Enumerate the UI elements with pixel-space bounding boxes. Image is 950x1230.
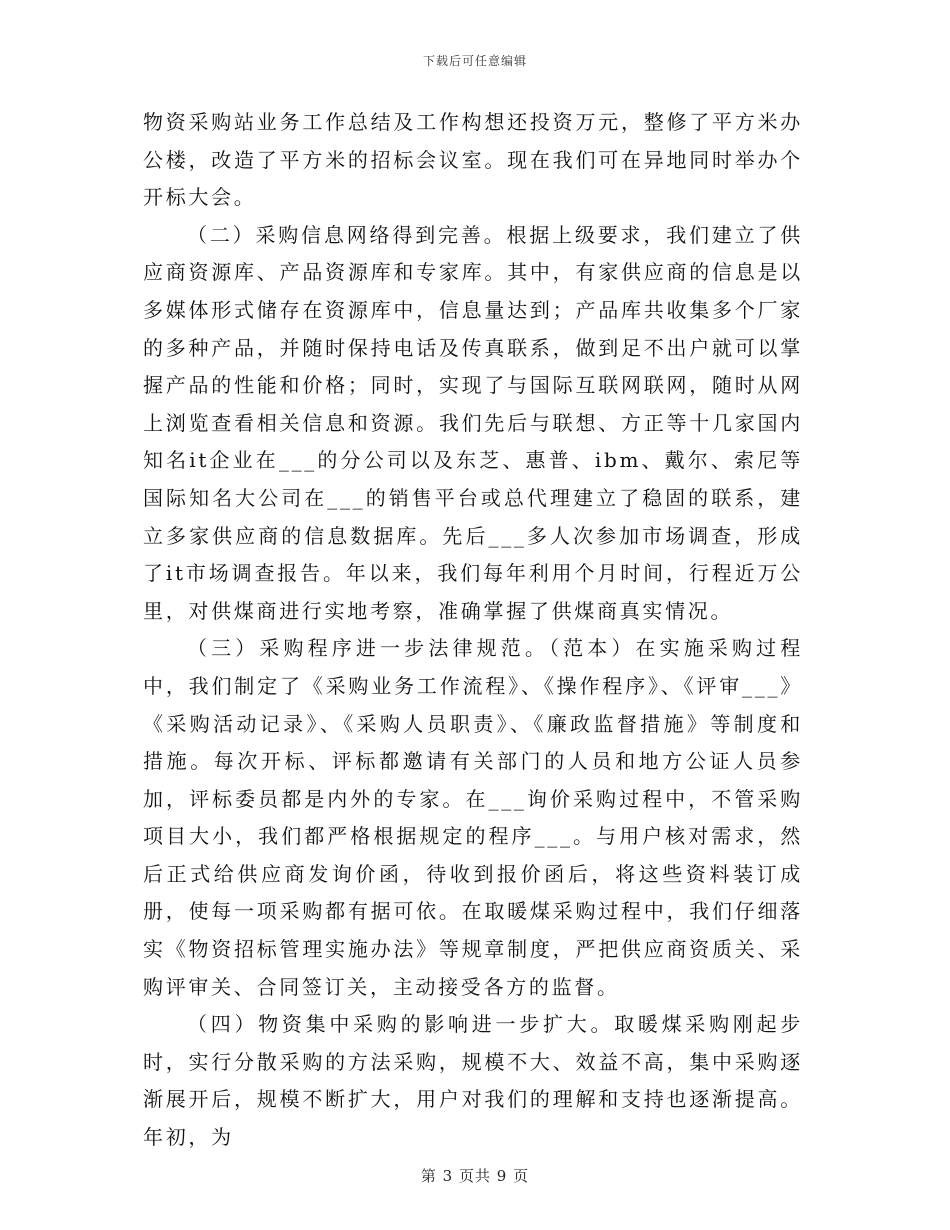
page-header: 下载后可任意编辑 [422, 54, 527, 68]
page-footer: 第 3 页共 9 页 [420, 1167, 530, 1185]
paragraph-section-2: （二）采购信息网络得到完善。根据上级要求，我们建立了供应商资源库、产品资源库和专家库。其中，有家供应商的信息是以多媒体形式储存在资源库中，信息量达到；产品库共收集多个厂家的多种产品，并随时保持电话及传真联系，做到足不出户就可以掌握产品的性能和价格；同时，实现了与国际互联网联网，随时从网上浏览查看相关信息和资源。我们先后与联想、方正等十几家国内知名it企业在___的分公司以及东芝、惠普、ibm、戴尔、索尼等国际知名大公司在___的销售平台或总代理建立了稳固的联系，建立多家供应商的信息数据库。先后___多人次参加市场调查，形成了it市场调查报告。年以来，我们每年利用个月时间，行程近万公里，对供煤商进行实地考察，准确掌握了供煤商真实情况。 [143, 222, 803, 623]
document-body [143, 104, 803, 1157]
paragraph-section-3: （三）采购程序进一步法律规范。（范本）在实施采购过程中，我们制定了《采购业务工作流程》、《操作程序》、《评审___》《采购活动记录》、《采购人员职责》、《廉政监督措施》等制度和措施。每次开标、评标都邀请有关部门的人员和地方公证人员参加，评标委员都是内外的专家。在___询价采购过程中，不管采购项目大小，我们都严格根据规定的程序___。与用户核对需求，然后正式给供应商发询价函，待收到报价函后，将这些资料装订成册，使每一项采购都有据可依。在取暖煤采购过程中，我们仔细落实《物资招标管理实施办法》等规章制度，严把供应商资质关、采购评审关、合同签订关，主动接受各方的监督。 [143, 636, 803, 999]
paragraph-section-4: （四）物资集中采购的影响进一步扩大。取暖煤采购刚起步时，实行分散采购的方法采购，规模不大、效益不高，集中采购逐渐展开后，规模不断扩大，用户对我们的理解和支持也逐渐提高。年初，为 [143, 1012, 803, 1150]
paragraph-intro: 物资采购站业务工作总结及工作构想还投资万元，整修了平方米办公楼，改造了平方米的招标会议室。现在我们可在异地同时举办个开标大会。 [143, 110, 803, 210]
